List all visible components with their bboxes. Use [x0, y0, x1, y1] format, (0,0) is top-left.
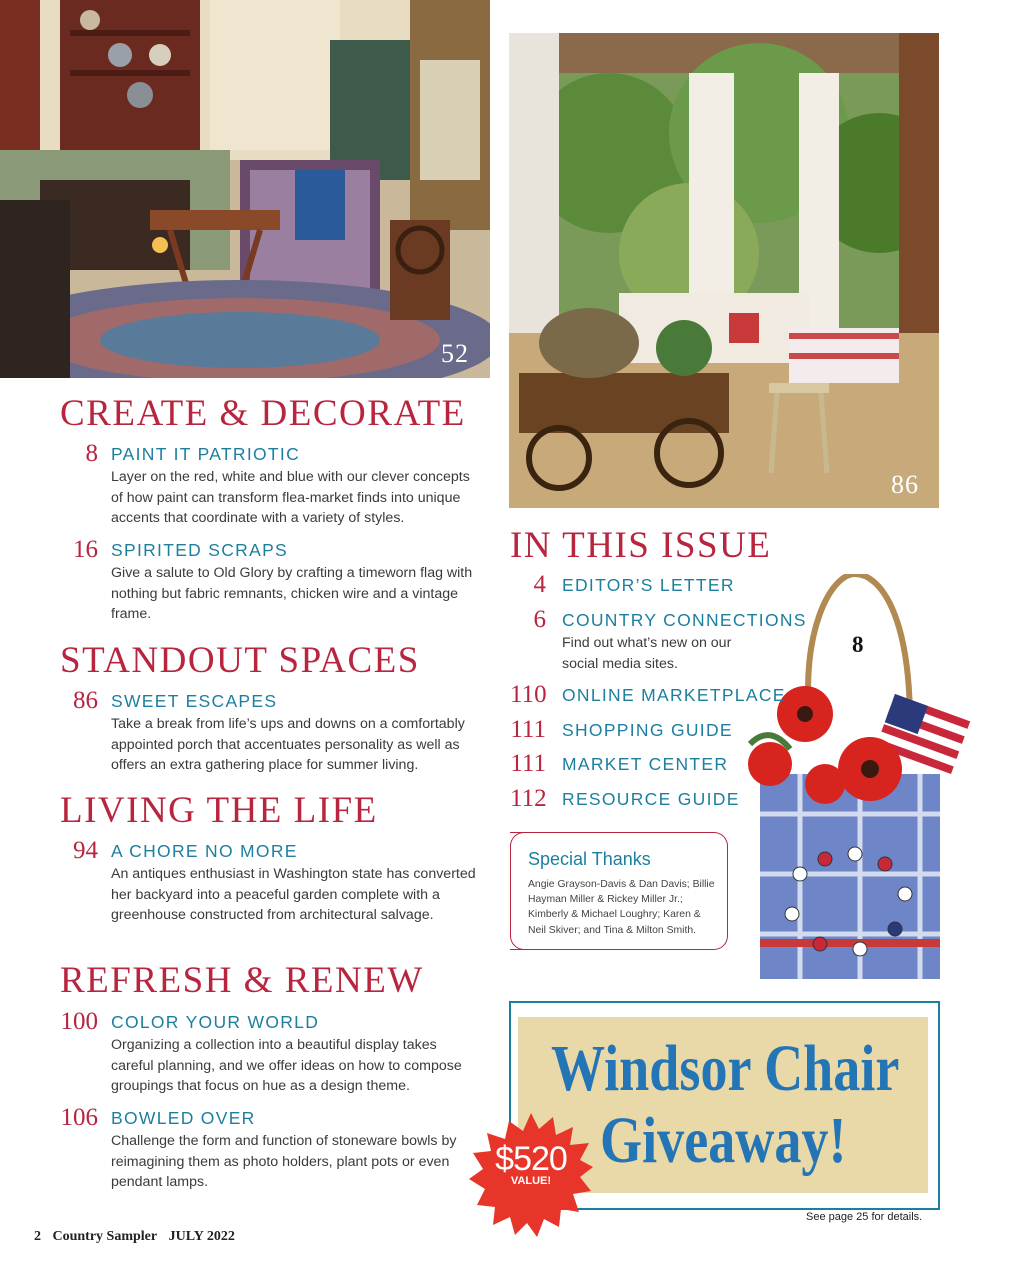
article-title: SPIRITED SCRAPS — [111, 540, 289, 560]
page-number: 86 — [73, 687, 98, 714]
article-description: Give a salute to Old Glory by crafting a timeworn flag with nothing but fabric remnants, chicken wire and a vintage frame. — [111, 565, 473, 623]
item-title: SHOPPING GUIDE — [562, 720, 733, 740]
page-number: 16 — [73, 536, 98, 563]
page-number: 8 — [85, 440, 98, 467]
giveaway-value-label: VALUE! — [510, 1175, 552, 1187]
article-title: COLOR YOUR WORLD — [111, 1012, 320, 1032]
porch-photo — [509, 33, 939, 508]
special-thanks-body: Angie Grayson-Davis & Dan Davis; Billie Hayman Miller & Rickey Miller Jr.; Kimberly & Michael Loughry; Karen & Neil Skiver; and Tina & Milton Smith. — [528, 879, 715, 936]
page-number: 94 — [73, 837, 98, 864]
article-description: Organizing a collection into a beautiful display takes careful planning, and we offer ideas on how to compose groupings that focus on hue as a design theme. — [111, 1037, 462, 1095]
giveaway-value-badge — [476, 1140, 586, 1187]
footer-issue-date: JULY 2022 — [168, 1229, 235, 1244]
photo-page-number: 86 — [891, 470, 919, 499]
section-heading: CREATE & DECORATE — [60, 393, 466, 434]
page-number: 111 — [510, 716, 546, 743]
special-thanks-title: Special Thanks — [528, 849, 651, 869]
page-number: 111 — [510, 750, 546, 777]
giveaway-line-1: Windsor Chair — [551, 1032, 900, 1105]
article-title: PAINT IT PATRIOTIC — [111, 444, 301, 464]
article-title: BOWLED OVER — [111, 1108, 256, 1128]
article-description: Challenge the form and function of stoneware bowls by reimagining them as photo holders, plant pots or even pendant lamps. — [111, 1133, 457, 1191]
giveaway-amount: $520 — [495, 1140, 567, 1178]
footer-magazine-name: Country Sampler — [52, 1229, 158, 1244]
article-description: Layer on the red, white and blue with our clever concepts of how paint can transform flea-market finds into unique accents that coordinate with a variety of styles. — [111, 469, 470, 527]
living-room-photo — [0, 0, 490, 378]
section-heading: STANDOUT SPACES — [60, 640, 420, 681]
photo-page-number: 8 — [852, 632, 864, 657]
giveaway-line-2: Giveaway! — [600, 1104, 847, 1177]
special-thanks-box — [510, 832, 728, 950]
page-number: 106 — [60, 1104, 98, 1131]
section-heading: REFRESH & RENEW — [60, 960, 424, 1001]
page-footer — [34, 1229, 243, 1245]
item-title: EDITOR’S LETTER — [562, 575, 735, 595]
article-title: A CHORE NO MORE — [111, 841, 298, 861]
section-heading-in-this-issue: IN THIS ISSUE — [510, 525, 772, 566]
tote-bag-photo — [730, 574, 982, 982]
item-title: COUNTRY CONNECTIONS — [562, 610, 807, 630]
giveaway-details: See page 25 for details. — [806, 1211, 923, 1223]
page-number: 112 — [510, 785, 547, 812]
photo-page-number: 52 — [441, 339, 469, 368]
item-description: Find out what’s new on our social media sites. — [562, 635, 732, 672]
item-title: ONLINE MARKETPLACE — [562, 685, 786, 705]
article-description: Take a break from life’s ups and downs on a comfortably appointed porch that accentuates personality as well as offers an extra gathering place for summer living. — [111, 716, 465, 774]
page-number: 6 — [533, 606, 546, 633]
section-heading: LIVING THE LIFE — [60, 790, 378, 831]
item-title: RESOURCE GUIDE — [562, 789, 740, 809]
article-description: An antiques enthusiast in Washington state has converted her backyard into a peaceful garden complete with a greenhouse constructed from architectural salvage. — [111, 866, 476, 924]
item-title: MARKET CENTER — [562, 754, 729, 774]
page-number: 110 — [510, 681, 547, 708]
article-title: SWEET ESCAPES — [111, 691, 278, 711]
page-number: 4 — [533, 571, 546, 598]
footer-page-number: 2 — [34, 1229, 41, 1244]
page-number: 100 — [60, 1008, 98, 1035]
